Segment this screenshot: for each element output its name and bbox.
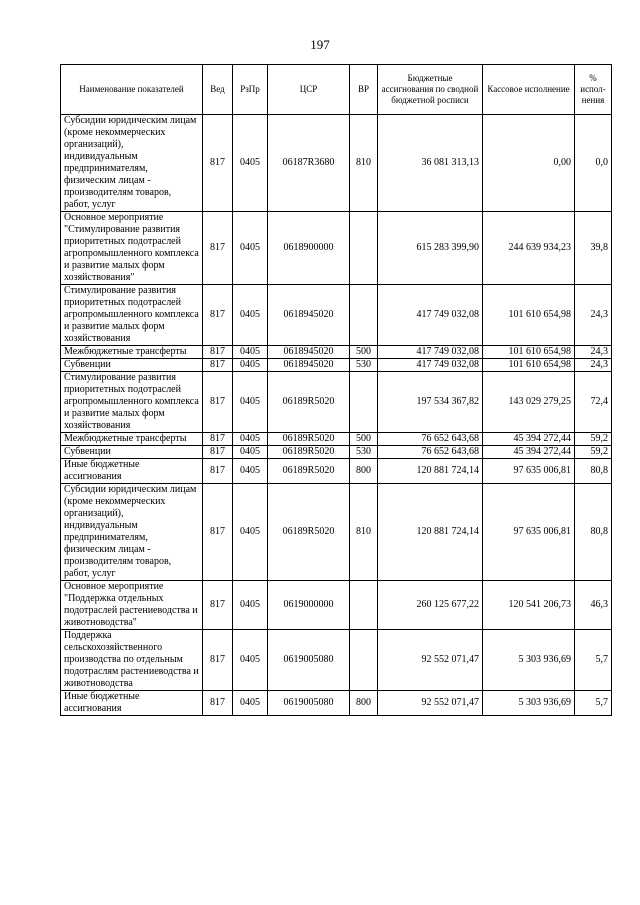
row-name: Основное мероприятие "Стимулирование развития приоритетных подотраслей агропромышленного комплекса и развитие малых форм хозяйствования" xyxy=(61,212,203,285)
row-ved: 817 xyxy=(203,359,233,372)
row-cash-execution: 101 610 654,98 xyxy=(483,346,575,359)
row-vr xyxy=(350,581,378,630)
row-assignments: 92 552 071,47 xyxy=(378,691,483,716)
row-ved: 817 xyxy=(203,630,233,691)
row-cash-execution: 5 303 936,69 xyxy=(483,630,575,691)
row-assignments: 417 749 032,08 xyxy=(378,359,483,372)
row-cash-execution: 97 635 006,81 xyxy=(483,484,575,581)
table-row xyxy=(61,446,612,459)
row-csr: 0618945020 xyxy=(268,346,350,359)
row-rzpr: 0405 xyxy=(233,446,268,459)
header-csr: ЦСР xyxy=(268,65,350,115)
row-cash-execution: 0,00 xyxy=(483,115,575,212)
row-ved: 817 xyxy=(203,484,233,581)
row-assignments: 120 881 724,14 xyxy=(378,484,483,581)
row-ved: 817 xyxy=(203,372,233,433)
row-percent: 59,2 xyxy=(575,433,612,446)
row-vr xyxy=(350,212,378,285)
row-assignments: 92 552 071,47 xyxy=(378,630,483,691)
row-assignments: 36 081 313,13 xyxy=(378,115,483,212)
row-name: Субвенции xyxy=(61,359,203,372)
row-csr: 0618945020 xyxy=(268,359,350,372)
table-row xyxy=(61,630,612,691)
row-name: Стимулирование развития приоритетных подотраслей агропромышленного комплекса и развитие малых форм хозяйствования xyxy=(61,372,203,433)
row-cash-execution: 244 639 934,23 xyxy=(483,212,575,285)
row-name: Межбюджетные трансферты xyxy=(61,346,203,359)
row-percent: 24,3 xyxy=(575,346,612,359)
row-cash-execution: 5 303 936,69 xyxy=(483,691,575,716)
row-percent: 80,8 xyxy=(575,459,612,484)
row-ved: 817 xyxy=(203,459,233,484)
row-rzpr: 0405 xyxy=(233,630,268,691)
row-cash-execution: 97 635 006,81 xyxy=(483,459,575,484)
row-csr: 06189R5020 xyxy=(268,433,350,446)
row-csr: 06189R5020 xyxy=(268,446,350,459)
row-rzpr: 0405 xyxy=(233,581,268,630)
table-row xyxy=(61,691,612,716)
row-percent: 72,4 xyxy=(575,372,612,433)
row-vr: 530 xyxy=(350,359,378,372)
row-ved: 817 xyxy=(203,212,233,285)
header-name: Наименование показателей xyxy=(61,65,203,115)
row-assignments: 197 534 367,82 xyxy=(378,372,483,433)
table-row xyxy=(61,484,612,581)
row-vr xyxy=(350,285,378,346)
row-csr: 06187R3680 xyxy=(268,115,350,212)
row-percent: 0,0 xyxy=(575,115,612,212)
table-row xyxy=(61,346,612,359)
row-name: Межбюджетные трансферты xyxy=(61,433,203,446)
row-rzpr: 0405 xyxy=(233,359,268,372)
row-ved: 817 xyxy=(203,691,233,716)
row-csr: 06189R5020 xyxy=(268,484,350,581)
row-csr: 0618945020 xyxy=(268,285,350,346)
table-row xyxy=(61,581,612,630)
row-name: Иные бюджетные ассигнования xyxy=(61,691,203,716)
row-ved: 817 xyxy=(203,285,233,346)
table-row xyxy=(61,433,612,446)
row-ved: 817 xyxy=(203,433,233,446)
row-cash-execution: 45 394 272,44 xyxy=(483,446,575,459)
row-percent: 5,7 xyxy=(575,630,612,691)
row-vr: 800 xyxy=(350,459,378,484)
row-csr: 0619005080 xyxy=(268,630,350,691)
table-row xyxy=(61,372,612,433)
row-rzpr: 0405 xyxy=(233,691,268,716)
row-csr: 06189R5020 xyxy=(268,459,350,484)
row-rzpr: 0405 xyxy=(233,115,268,212)
row-rzpr: 0405 xyxy=(233,285,268,346)
row-vr: 810 xyxy=(350,115,378,212)
row-name: Основное мероприятие "Поддержка отдельных подотраслей растениеводства и животноводства" xyxy=(61,581,203,630)
header-cash-execution: Кассовое исполнение xyxy=(483,65,575,115)
row-cash-execution: 101 610 654,98 xyxy=(483,285,575,346)
row-cash-execution: 120 541 206,73 xyxy=(483,581,575,630)
row-percent: 24,3 xyxy=(575,359,612,372)
row-csr: 0618900000 xyxy=(268,212,350,285)
table-row xyxy=(61,359,612,372)
row-rzpr: 0405 xyxy=(233,433,268,446)
row-name: Субсидии юридическим лицам (кроме некоммерческих организаций), индивидуальным предпринимателям, физическим лицам - производителям товаров, работ, услуг xyxy=(61,484,203,581)
row-percent: 24,3 xyxy=(575,285,612,346)
row-vr: 530 xyxy=(350,446,378,459)
row-name: Иные бюджетные ассигнования xyxy=(61,459,203,484)
row-vr xyxy=(350,372,378,433)
row-percent: 5,7 xyxy=(575,691,612,716)
row-rzpr: 0405 xyxy=(233,346,268,359)
row-ved: 817 xyxy=(203,581,233,630)
row-ved: 817 xyxy=(203,346,233,359)
header-percent: % испол-нения xyxy=(575,65,612,115)
row-assignments: 76 652 643,68 xyxy=(378,446,483,459)
row-assignments: 76 652 643,68 xyxy=(378,433,483,446)
row-vr: 810 xyxy=(350,484,378,581)
row-vr: 500 xyxy=(350,433,378,446)
row-csr: 0619005080 xyxy=(268,691,350,716)
row-name: Стимулирование развития приоритетных подотраслей агропромышленного комплекса и развитие малых форм хозяйствования xyxy=(61,285,203,346)
row-ved: 817 xyxy=(203,446,233,459)
row-cash-execution: 45 394 272,44 xyxy=(483,433,575,446)
row-vr: 800 xyxy=(350,691,378,716)
header-ved: Вед xyxy=(203,65,233,115)
header-rzpr: РзПр xyxy=(233,65,268,115)
row-name: Субсидии юридическим лицам (кроме некоммерческих организаций), индивидуальным предпринимателям, физическим лицам - производителям товаров, работ, услуг xyxy=(61,115,203,212)
row-vr xyxy=(350,630,378,691)
row-assignments: 120 881 724,14 xyxy=(378,459,483,484)
row-cash-execution: 143 029 279,25 xyxy=(483,372,575,433)
page-number: 197 xyxy=(310,37,330,52)
row-assignments: 615 283 399,90 xyxy=(378,212,483,285)
row-rzpr: 0405 xyxy=(233,459,268,484)
row-percent: 39,8 xyxy=(575,212,612,285)
row-rzpr: 0405 xyxy=(233,484,268,581)
row-csr: 0619000000 xyxy=(268,581,350,630)
row-cash-execution: 101 610 654,98 xyxy=(483,359,575,372)
header-vr: ВР xyxy=(350,65,378,115)
row-assignments: 417 749 032,08 xyxy=(378,346,483,359)
row-assignments: 417 749 032,08 xyxy=(378,285,483,346)
table-row xyxy=(61,115,612,212)
row-percent: 80,8 xyxy=(575,484,612,581)
row-ved: 817 xyxy=(203,115,233,212)
table-row xyxy=(61,285,612,346)
table-row xyxy=(61,212,612,285)
header-row xyxy=(61,65,612,115)
row-rzpr: 0405 xyxy=(233,372,268,433)
row-name: Субвенции xyxy=(61,446,203,459)
row-assignments: 260 125 677,22 xyxy=(378,581,483,630)
row-rzpr: 0405 xyxy=(233,212,268,285)
row-percent: 59,2 xyxy=(575,446,612,459)
row-vr: 500 xyxy=(350,346,378,359)
budget-table xyxy=(60,64,612,716)
header-assignments: Бюджетные ассигнования по сводной бюджетной росписи xyxy=(378,65,483,115)
table-row xyxy=(61,459,612,484)
row-name: Поддержка сельскохозяйственного производства по отдельным подотраслям растениеводства и животноводства xyxy=(61,630,203,691)
row-percent: 46,3 xyxy=(575,581,612,630)
row-csr: 06189R5020 xyxy=(268,372,350,433)
